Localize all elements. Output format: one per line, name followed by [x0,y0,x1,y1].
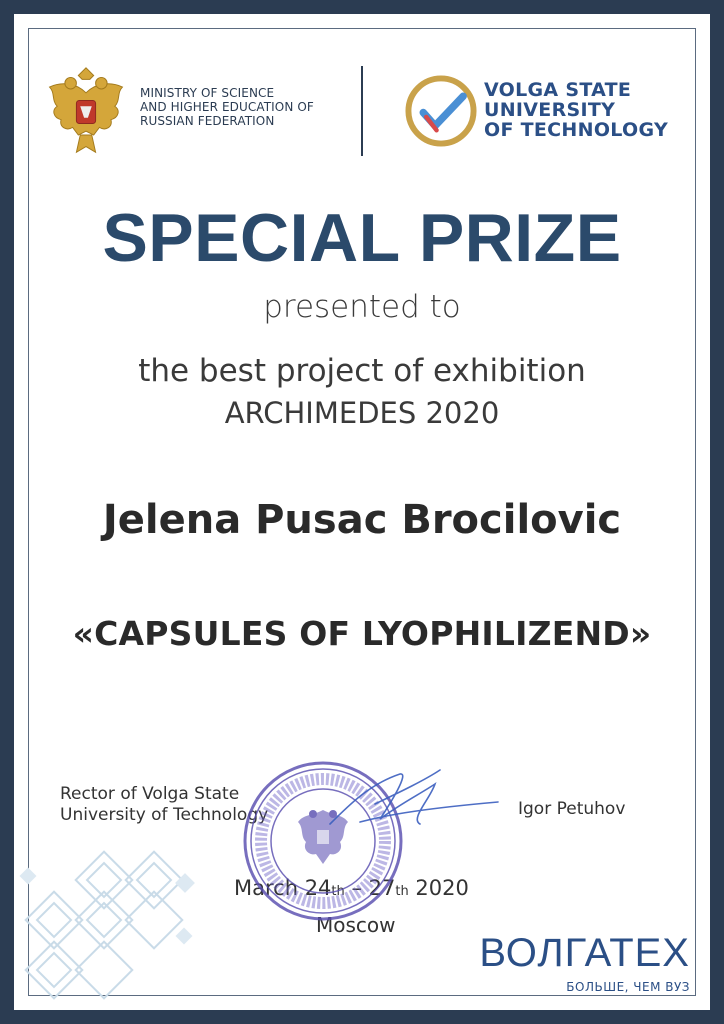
project-title: «CAPSULES OF LYOPHILIZEND» [72,614,652,653]
event-year: 2020 [408,876,469,900]
university-line-2: UNIVERSITY [484,99,616,121]
header-divider [361,66,363,156]
rector-line-2: University of Technology [60,805,269,825]
date-start: March 24 [234,876,332,900]
recipient-name: Jelena Pusac Brocilovic [102,497,622,543]
double-headed-eagle-icon [38,64,134,160]
decorative-pattern [14,840,224,1010]
date-separator: – 27 [344,876,396,900]
handwritten-signature-icon [260,764,500,844]
rector-line-1: Rector of Volga State [60,784,240,804]
ministry-line-2: AND HIGHER EDUCATION OF [140,100,314,114]
date-end-suffix: th [395,884,409,899]
signer-name: Igor Petuhov [518,799,626,819]
exhibition-name: ARCHIMEDES 2020 [224,396,500,430]
ministry-line-1: MINISTRY OF SCIENCE [140,86,275,100]
volgatech-checkmark-logo-icon [404,74,478,148]
event-city: Moscow [316,913,396,937]
date-start-suffix: th [331,884,345,899]
brand-block [479,930,690,994]
presented-to-text: presented to [263,289,461,325]
award-line: the best project of exhibition [138,353,586,389]
university-line-1: VOLGA STATE [484,79,632,101]
ministry-name [140,86,340,128]
brand-name: ВОЛГАТЕХ [479,931,690,975]
prize-title: SPECIAL PRIZE [102,200,622,276]
rector-title [60,784,268,826]
brand-tagline: БОЛЬШЕ, ЧЕМ ВУЗ [566,980,690,994]
university-name [484,80,668,140]
ministry-line-3: RUSSIAN FEDERATION [140,114,275,128]
university-line-3: OF TECHNOLOGY [484,119,669,141]
